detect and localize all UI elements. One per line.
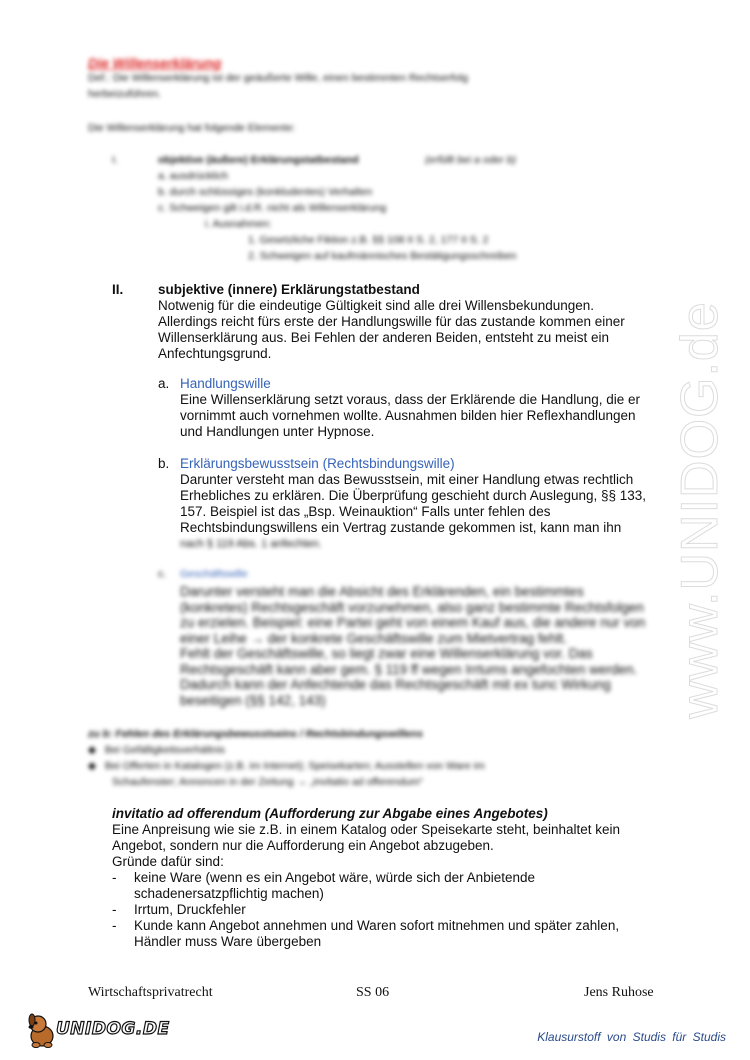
list-dash: - bbox=[112, 902, 117, 917]
section1-item-c-i: i. Ausnahmen: bbox=[205, 218, 272, 230]
dog-icon bbox=[24, 1012, 60, 1050]
footer-left: Wirtschaftsprivatrecht bbox=[88, 985, 213, 1000]
subitem-a-paragraph bbox=[180, 392, 640, 440]
subitem-c-line: Darunter versteht man die Absicht des Erklärenden, ein bestimmtes bbox=[180, 584, 584, 599]
doc-title: Die Willenserklärung bbox=[88, 56, 222, 71]
list-item-3: Kunde kann Angebot annehmen und Waren sofort mitnehmen und später zahlen, bbox=[134, 918, 620, 933]
footer-center: SS 06 bbox=[356, 985, 390, 1000]
zu-b-title: zu b: Fehlen des Erklärungsbewusstseins / Rechtsbindungswillens bbox=[88, 728, 423, 740]
subitem-b-line: Darunter versteht man das Bewusstsein, mit einer Handlung etwas rechtlich bbox=[180, 472, 634, 487]
definition-line-2: herbeizuführen. bbox=[88, 88, 161, 100]
subitem-b-line: nach § 119 Abs. 1 anfechten. bbox=[180, 538, 322, 550]
subitem-a-label: a. bbox=[158, 376, 170, 391]
list-item-1-cont: schadenersatzpflichtig machen) bbox=[134, 886, 324, 901]
list-dash: - bbox=[112, 918, 117, 933]
section1-title: objektive (äußere) Erklärungstatbestand bbox=[158, 154, 359, 166]
subitem-c-title: Geschäftswille bbox=[180, 568, 248, 580]
subitem-b-line: Rechtsbindungswillens ein Vertrag zustande gekommen ist, kann man ihn bbox=[180, 520, 622, 535]
watermark bbox=[650, 280, 750, 740]
section1-item-c: c. Schweigen gilt i.d.R. nicht als Willenserklärung bbox=[158, 202, 387, 214]
section1-note: (erfüllt bei a oder b) bbox=[425, 154, 517, 166]
section2-paragraph bbox=[158, 298, 625, 362]
subitem-b-line: 157. Beispiel ist das „Bsp. Weinauktion“ Falls unter fehlen des bbox=[180, 504, 551, 519]
subitem-c-line: beseitigen (§§ 142, 143) bbox=[180, 692, 326, 708]
bullet-2: ◆ Bei Offerten in Katalogen (z.B. im Internet); Speisekarten; Ausstellen von Ware im bbox=[88, 760, 485, 772]
section1-item-c-i-2: 2. Schweigen auf kaufmännisches Bestätigungsschreiben bbox=[248, 250, 517, 262]
subitem-c-line: Fehlt der Geschäftswille, so liegt zwar eine Willenserklärung vor. Das bbox=[180, 646, 593, 661]
subitem-c-line: zu erzielen. Beispiel: eine Partei geht von einem Kauf aus, die andere nur von bbox=[180, 615, 646, 630]
list-item-2: Irrtum, Druckfehler bbox=[134, 902, 246, 917]
definition-line-1: Def.: Die Willenserklärung ist der geäußerte Wille, einen bestimmten Rechtserfolg bbox=[88, 72, 468, 84]
section2-line: Notwenig für die eindeutige Gültigkeit sind alle drei Willensbekundungen. bbox=[158, 298, 595, 313]
subitem-b-label: b. bbox=[158, 456, 170, 471]
section1-item-a: a. ausdrücklich bbox=[158, 170, 229, 182]
subitem-b-paragraph bbox=[180, 472, 646, 552]
subitem-c-line: Rechtsgeschäft kann aber gem. § 119 ff wegen Irrtums angefochten werden. bbox=[180, 661, 638, 677]
elements-intro: Die Willenserklärung hat folgende Elemente: bbox=[88, 122, 296, 134]
subitem-a-line: vornimmt auch vornehmen wollte. Ausnahmen bilden hier Reflexhandlungen bbox=[180, 408, 636, 423]
bullet-2-cont: Schaufenster; Annoncen in der Zeitung → „invitatio ad offerendum“ bbox=[112, 776, 423, 788]
subitem-a-line: Eine Willenserklärung setzt voraus, dass der Erklärende die Handlung, die er bbox=[180, 392, 640, 407]
bullet-1-text: Bei Gefälligkeitsverhältnis bbox=[104, 744, 226, 756]
subitem-c-line: Dadurch kann der Anfechtende das Rechtsgeschäft mit ex tunc Wirkung bbox=[180, 677, 611, 692]
section2-line: Willenserklärung aus. Bei Fehlen der anderen Beiden, entsteht zu meist ein bbox=[158, 330, 610, 345]
subitem-c-line: (konkretes) Rechtsgeschäft vorzunehmen, also ganz bestimmte Rechtsfolgen bbox=[180, 599, 644, 615]
list-item-1: keine Ware (wenn es ein Angebot wäre, würde sich der Anbietende bbox=[134, 870, 535, 885]
list-dash: - bbox=[112, 870, 117, 885]
section2-title: subjektive (innere) Erklärungstatbestand bbox=[158, 282, 420, 297]
subitem-c-line: einer Leihe → der konkrete Geschäftswille zum Mietvertrag fehlt. bbox=[180, 630, 568, 646]
logo-text: UNIDOG.DE bbox=[56, 1019, 170, 1039]
subitem-c-label: c. bbox=[158, 568, 167, 580]
unidog-logo bbox=[24, 1012, 170, 1050]
invitatio-line: Gründe dafür sind: bbox=[112, 854, 224, 869]
section1-item-b: b. durch schlüssiges (konkludentes) Verhalten bbox=[158, 186, 373, 198]
invitatio-paragraph bbox=[112, 822, 620, 870]
section2-number: II. bbox=[112, 282, 124, 297]
subitem-c-paragraph bbox=[180, 584, 645, 708]
subitem-b-title: Erklärungsbewusstsein (Rechtsbindungswille) bbox=[180, 456, 455, 471]
list-item-3-cont: Händler muss Ware übergeben bbox=[134, 934, 322, 949]
section2-line: Anfechtungsgrund. bbox=[158, 346, 272, 361]
footer-right: Jens Ruhose bbox=[584, 985, 654, 1000]
subitem-a-line: und Handlungen unter Hypnose. bbox=[180, 424, 375, 439]
bullet-1: ◆ Bei Gefälligkeitsverhältnis bbox=[88, 744, 226, 756]
bullet-2-text: Bei Offerten in Katalogen (z.B. im Internet); Speisekarten; Ausstellen von Ware im bbox=[104, 760, 485, 772]
subitem-b-line: Erhebliches zu erklären. Die Überprüfung geschieht durch Auslegung, §§ 133, bbox=[180, 488, 647, 503]
subitem-a-title: Handlungswille bbox=[180, 376, 271, 391]
invitatio-line: Eine Anpreisung wie sie z.B. in einem Katalog oder Speisekarte steht, beinhaltet kein bbox=[112, 822, 621, 837]
slogan: Klausurstoff von Studis für Studis bbox=[537, 1030, 726, 1044]
section2-line: Allerdings reicht fürs erste der Handlungswille für das zustande kommen einer bbox=[158, 314, 625, 329]
invitatio-title: invitatio ad offerendum (Aufforderung zur Abgabe eines Angebotes) bbox=[112, 806, 548, 821]
section1-item-c-i-1: 1. Gesetzliche Fiktion z.B. §§ 108 II S. 2, 177 II S. 2 bbox=[248, 234, 489, 246]
section1-number: I. bbox=[112, 154, 118, 166]
watermark-text: www.UNIDOG.de bbox=[671, 301, 729, 719]
invitatio-line: Angebot, sondern nur die Aufforderung ein Angebot abzugeben. bbox=[112, 838, 494, 853]
